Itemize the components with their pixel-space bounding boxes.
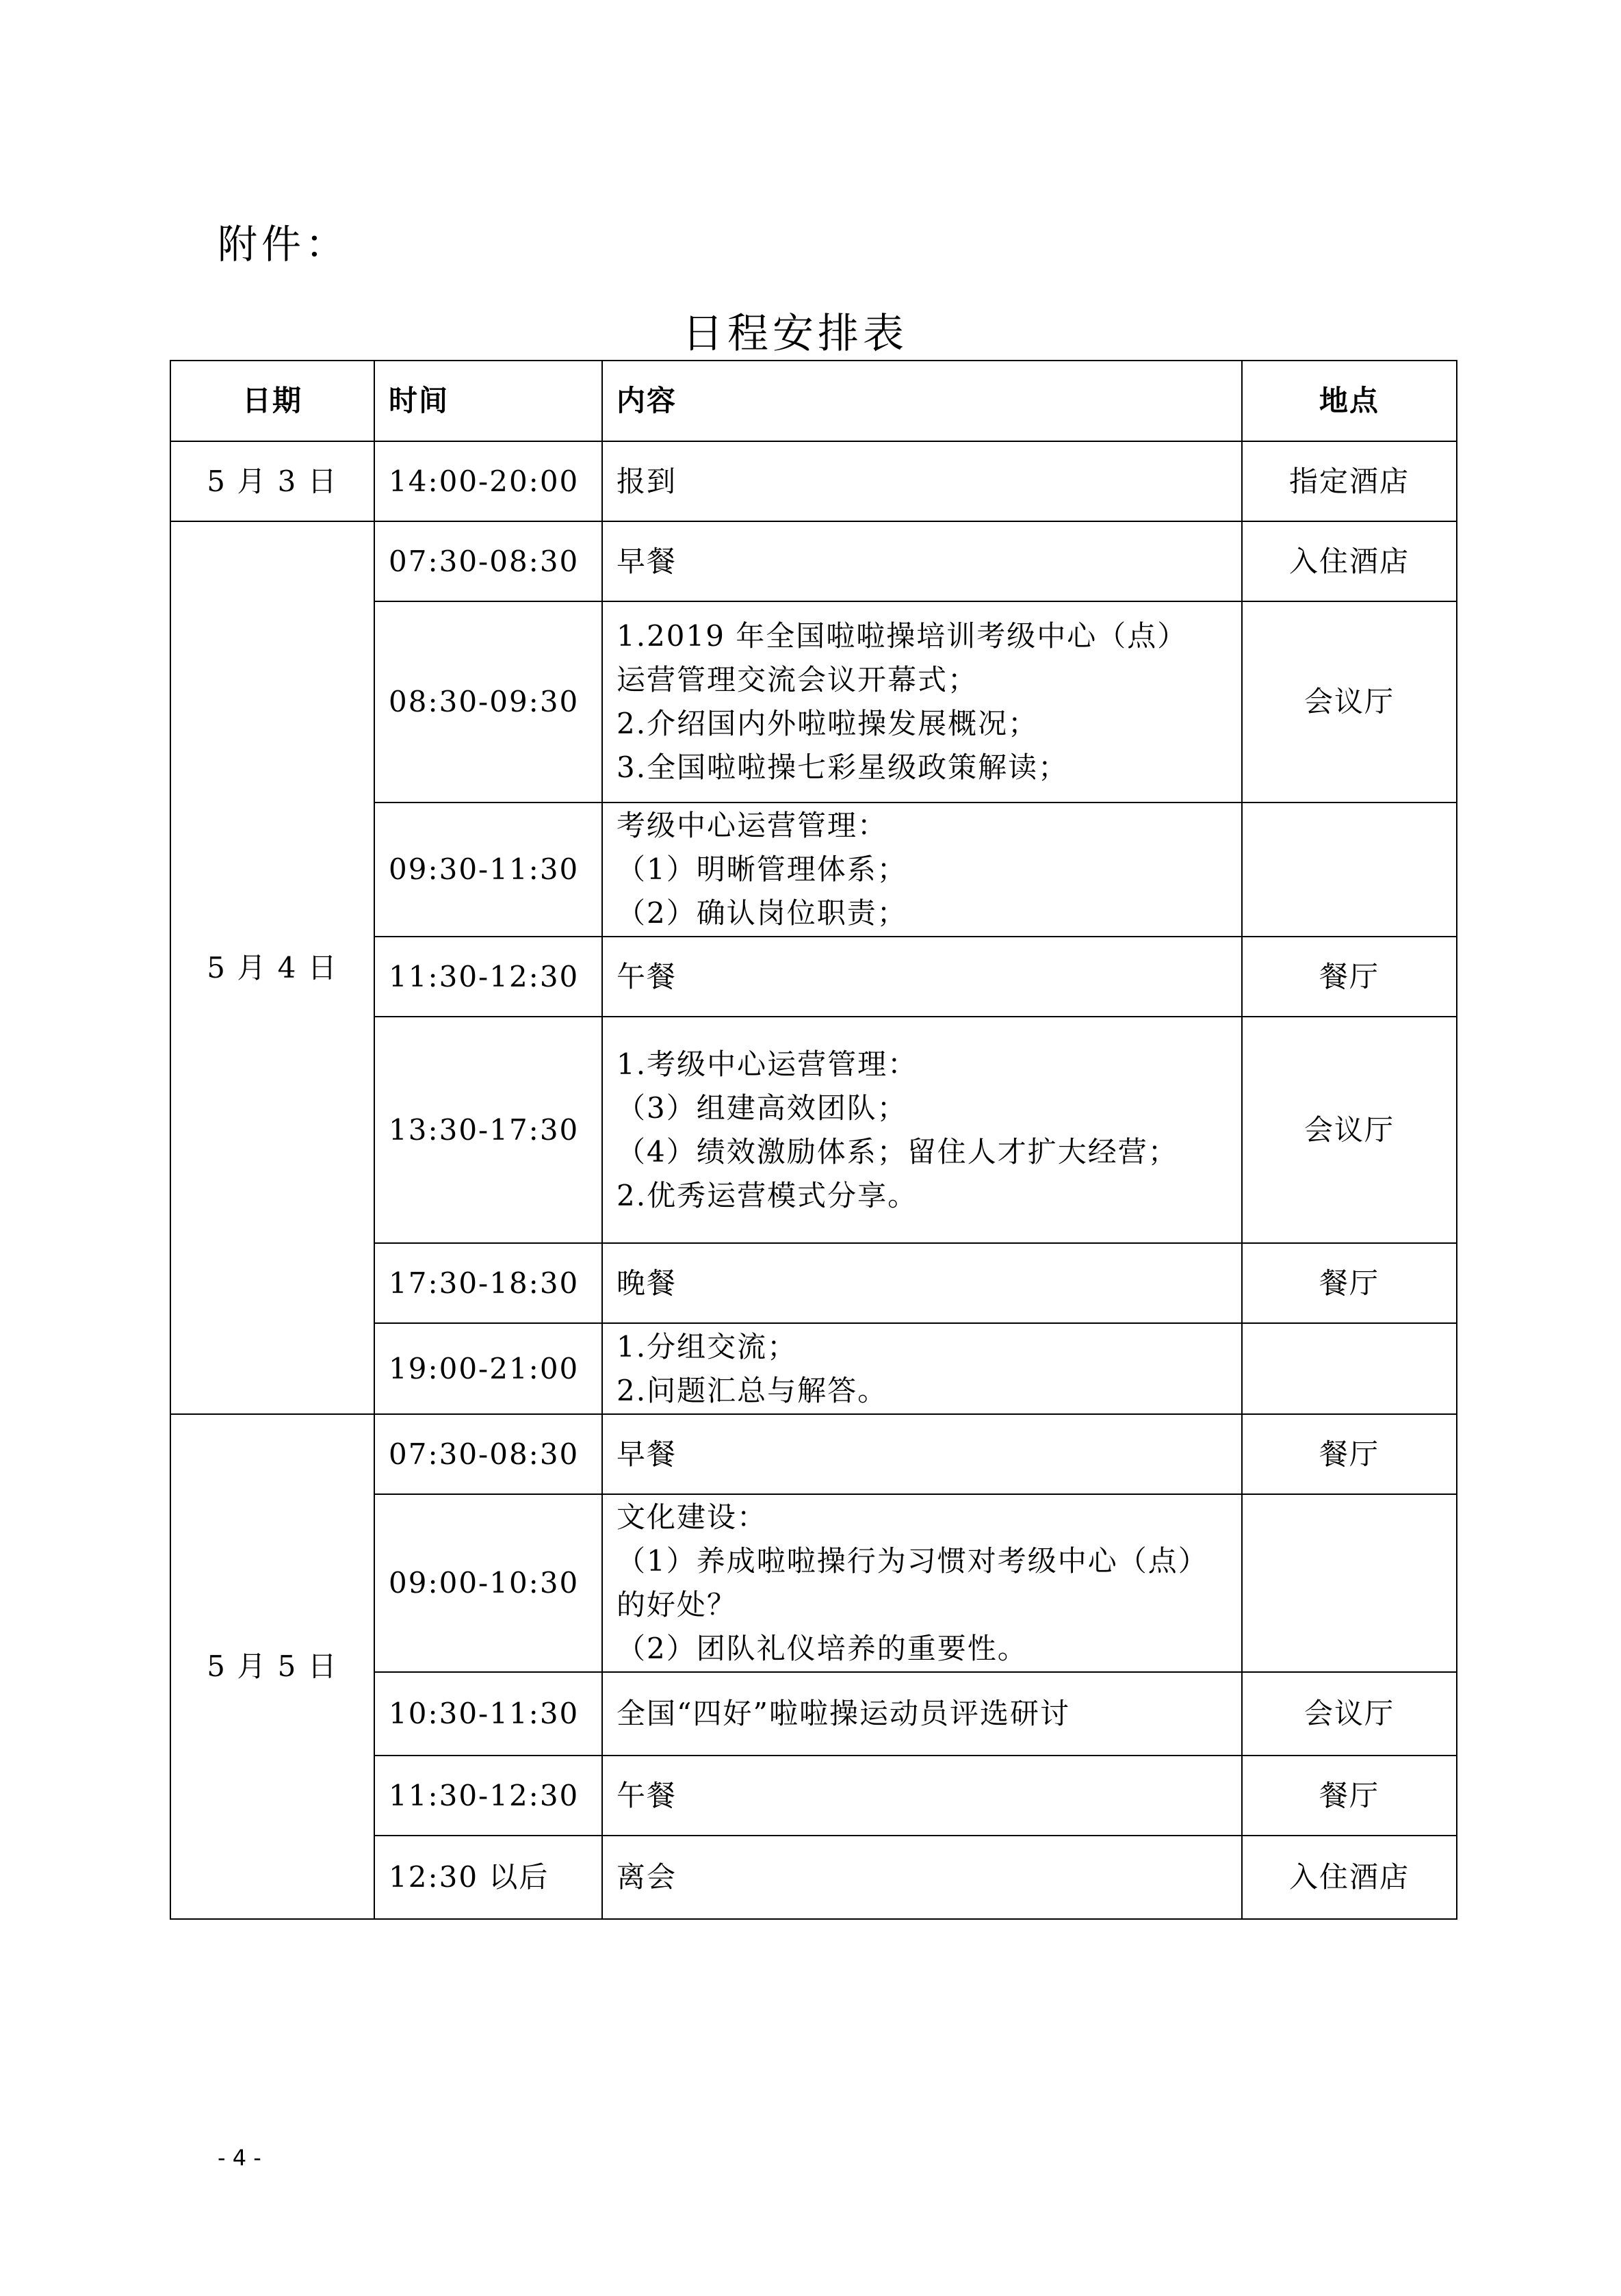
content-cell (602, 937, 1242, 1017)
place-cell: 指定酒店 (1242, 441, 1457, 521)
place-cell: 会议厅 (1242, 601, 1457, 803)
place-cell: 餐厅 (1242, 1414, 1457, 1494)
content-line: 晚餐 (617, 1266, 677, 1300)
content-line: 早餐 (617, 1437, 677, 1471)
header-place: 地点 (1242, 361, 1457, 441)
table-header-row (170, 361, 1457, 441)
content-line: 2.介绍国内外啦啦操发展概况； (617, 707, 1039, 740)
content-line: 2.优秀运营模式分享。 (617, 1178, 918, 1212)
time-cell: 09:00-10:30 (374, 1494, 602, 1672)
content-line: 全国“四好”啦啦操运动员评选研讨 (617, 1697, 1070, 1730)
content-line: 离会 (617, 1860, 677, 1894)
attachment-label: 附件： (218, 221, 350, 268)
content-line: （1）明晰管理体系； (617, 852, 907, 886)
content-line: 1.分组交流； (617, 1329, 798, 1364)
time-cell: 09:30-11:30 (374, 803, 602, 937)
header-date: 日期 (170, 361, 374, 441)
page-number: - 4 - (218, 2145, 261, 2171)
content-line: 文化建设： (617, 1500, 768, 1534)
content-line: 3.全国啦啦操七彩星级政策解读； (617, 751, 1069, 784)
content-line: 午餐 (617, 1778, 677, 1812)
content-line: （3）组建高效团队； (617, 1091, 907, 1125)
content-line: （4）绩效激励体系；留住人才扩大经营； (617, 1134, 1178, 1169)
content-cell (602, 1672, 1242, 1756)
time-cell: 14:00-20:00 (374, 441, 602, 521)
content-line: 运营管理交流会议开幕式； (617, 663, 978, 696)
content-cell (602, 521, 1242, 601)
content-line: （1）养成啦啦操行为习惯对考级中心（点） (617, 1544, 1208, 1578)
place-cell (1242, 1494, 1457, 1672)
content-cell (602, 1323, 1242, 1414)
content-line: 2.问题汇总与解答。 (617, 1373, 888, 1407)
content-line: （2）确认岗位职责； (617, 896, 907, 930)
page-title: 日程安排表 (682, 310, 908, 358)
schedule-table (170, 360, 1457, 1920)
content-line: 报到 (617, 464, 677, 498)
content-line: 1.考级中心运营管理： (617, 1047, 918, 1081)
table-row (170, 1414, 1457, 1494)
content-cell (602, 1243, 1242, 1323)
time-cell: 07:30-08:30 (374, 1414, 602, 1494)
table-row (170, 521, 1457, 601)
content-line: （2）团队礼仪培养的重要性。 (617, 1632, 1028, 1665)
place-cell: 餐厅 (1242, 937, 1457, 1017)
date-cell: 5 月 4 日 (170, 521, 374, 1414)
content-cell (602, 1756, 1242, 1836)
content-cell (602, 441, 1242, 521)
time-cell: 13:30-17:30 (374, 1017, 602, 1243)
content-line: 考级中心运营管理： (617, 809, 888, 842)
content-cell (602, 1494, 1242, 1672)
content-cell (602, 803, 1242, 937)
content-cell (602, 601, 1242, 803)
content-line: 1.2019 年全国啦啦操培训考级中心（点） (617, 619, 1188, 653)
time-cell: 07:30-08:30 (374, 521, 602, 601)
schedule-body (170, 441, 1457, 1919)
time-cell: 19:00-21:00 (374, 1323, 602, 1414)
time-cell: 11:30-12:30 (374, 937, 602, 1017)
content-cell (602, 1017, 1242, 1243)
table-row (170, 441, 1457, 521)
header-time: 时间 (374, 361, 602, 441)
content-cell (602, 1836, 1242, 1919)
place-cell: 入住酒店 (1242, 521, 1457, 601)
content-line: 的好处？ (617, 1588, 738, 1621)
content-line: 午餐 (617, 959, 677, 993)
place-cell (1242, 1323, 1457, 1414)
date-cell: 5 月 3 日 (170, 441, 374, 521)
time-cell: 12:30 以后 (374, 1836, 602, 1919)
time-cell: 17:30-18:30 (374, 1243, 602, 1323)
place-cell: 会议厅 (1242, 1017, 1457, 1243)
place-cell (1242, 803, 1457, 937)
place-cell: 餐厅 (1242, 1243, 1457, 1323)
date-cell: 5 月 5 日 (170, 1414, 374, 1919)
place-cell: 会议厅 (1242, 1672, 1457, 1756)
content-line: 早餐 (617, 544, 677, 578)
place-cell: 入住酒店 (1242, 1836, 1457, 1919)
place-cell: 餐厅 (1242, 1756, 1457, 1836)
header-content: 内容 (602, 361, 1242, 441)
time-cell: 11:30-12:30 (374, 1756, 602, 1836)
content-cell (602, 1414, 1242, 1494)
time-cell: 10:30-11:30 (374, 1672, 602, 1756)
time-cell: 08:30-09:30 (374, 601, 602, 803)
